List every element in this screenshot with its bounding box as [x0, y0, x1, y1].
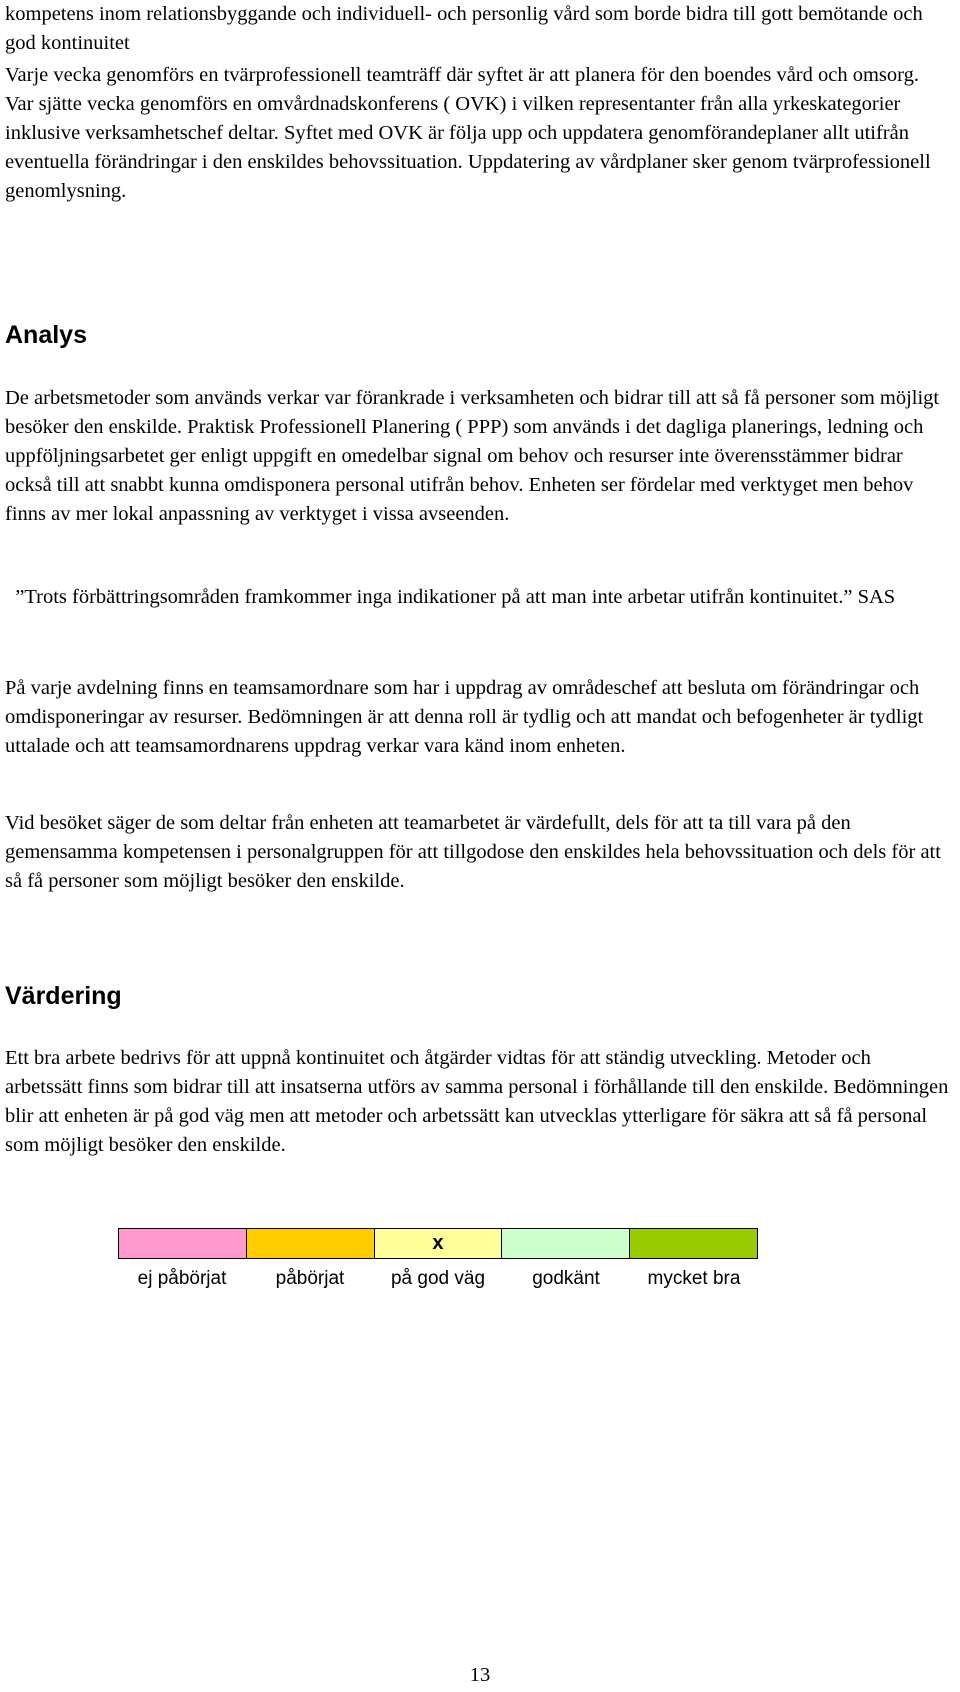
rating-segment-mycket-bra	[630, 1229, 757, 1258]
rating-label-ej-paborjat: ej påbörjat	[137, 1268, 227, 1289]
page-number: 13	[469, 1664, 491, 1686]
rating-scale	[118, 1228, 758, 1290]
paragraph-besoket: Vid besöket säger de som deltar från enheten att teamarbetet är värdefullt, dels för att ta till vara på den gemensamma kompetensen i personalgruppen för att tillgodose den enskildes hela behovssituation och dels för att så få personer som möjligt besöker den enskilde.	[5, 812, 941, 892]
rating-scale-bar	[118, 1228, 758, 1259]
paragraph-arbetsmetoder: De arbetsmetoder som används verkar var förankrade i verksamheten och bidrar till att så få personer som möjligt besöker den enskilde. Praktisk Professionell Planering ( PPP) som används i det dagliga planerings, ledning och uppföljningsarbetet ger enligt uppgift en omedelbar signal om behov och resurser inte överensstämmer bidrar också till att snabbt kunna omdisponera personal utifrån behov. Enheten ser fördelar med verktyget men behov finns av mer lokal anpassning av verktyget i vissa avseenden.	[5, 387, 940, 525]
heading-analys: Analys	[5, 321, 87, 349]
quote-sas: ”Trots förbättringsområden framkommer inga indikationer på att man inte arbetar utifrån kontinuitet.” SAS	[5, 586, 896, 608]
heading-vardering: Värdering	[5, 982, 122, 1010]
rating-segment-paborjat	[247, 1229, 375, 1258]
rating-label-mycket-bra: mycket bra	[647, 1268, 741, 1289]
paragraph-teamsamordnare: På varje avdelning finns en teamsamordnare som har i uppdrag av områdeschef att besluta om förändringar och omdisponeringar av resurser. Bedömningen är att denna roll är tydlig och att mandat och befogenheter är tydligt uttalade och att teamsamordnarens uppdrag verkar vara känd inom enheten.	[5, 677, 924, 757]
paragraph-kompetens: kompetens inom relationsbyggande och individuell- och personlig vård som borde bidra till gott bemötande och god kontinuitet	[5, 3, 923, 54]
paragraph-teamtraff: Varje vecka genomförs en tvärprofessionell teamträff där syftet är att planera för den boendes vård och omsorg. Var sjätte vecka genomförs en omvårdnadskonferens ( OVK) i vilken representanter från alla yrkeskategorier inklusive verksamhetschef deltar. Syftet med OVK är följa upp och uppdatera genomförandeplaner allt utifrån eventuella förändringar i den enskildes behovssituation. Uppdatering av vårdplaner sker genom tvärprofessionell genomlysning.	[5, 64, 931, 202]
rating-label-pa-god-vag: på god väg	[390, 1268, 486, 1289]
paragraph-vardering: Ett bra arbete bedrivs för att uppnå kontinuitet och åtgärder vidtas för att ständig utveckling. Metoder och arbetssätt finns som bidrar till att insatserna utförs av samma personal i förhållande till den enskilde. Bedömningen blir att enheten är på god väg men att metoder och arbetssätt kan utvecklas ytterligare för säkra att så få personal som möjligt besöker den enskilde.	[5, 1047, 949, 1156]
rating-scale-labels	[118, 1268, 758, 1290]
rating-segment-ej-paborjat	[119, 1229, 247, 1258]
rating-segment-pa-god-vag: x	[375, 1229, 503, 1258]
rating-segment-godkant	[502, 1229, 630, 1258]
rating-label-godkant: godkänt	[532, 1268, 600, 1289]
rating-label-paborjat: påbörjat	[275, 1268, 345, 1289]
